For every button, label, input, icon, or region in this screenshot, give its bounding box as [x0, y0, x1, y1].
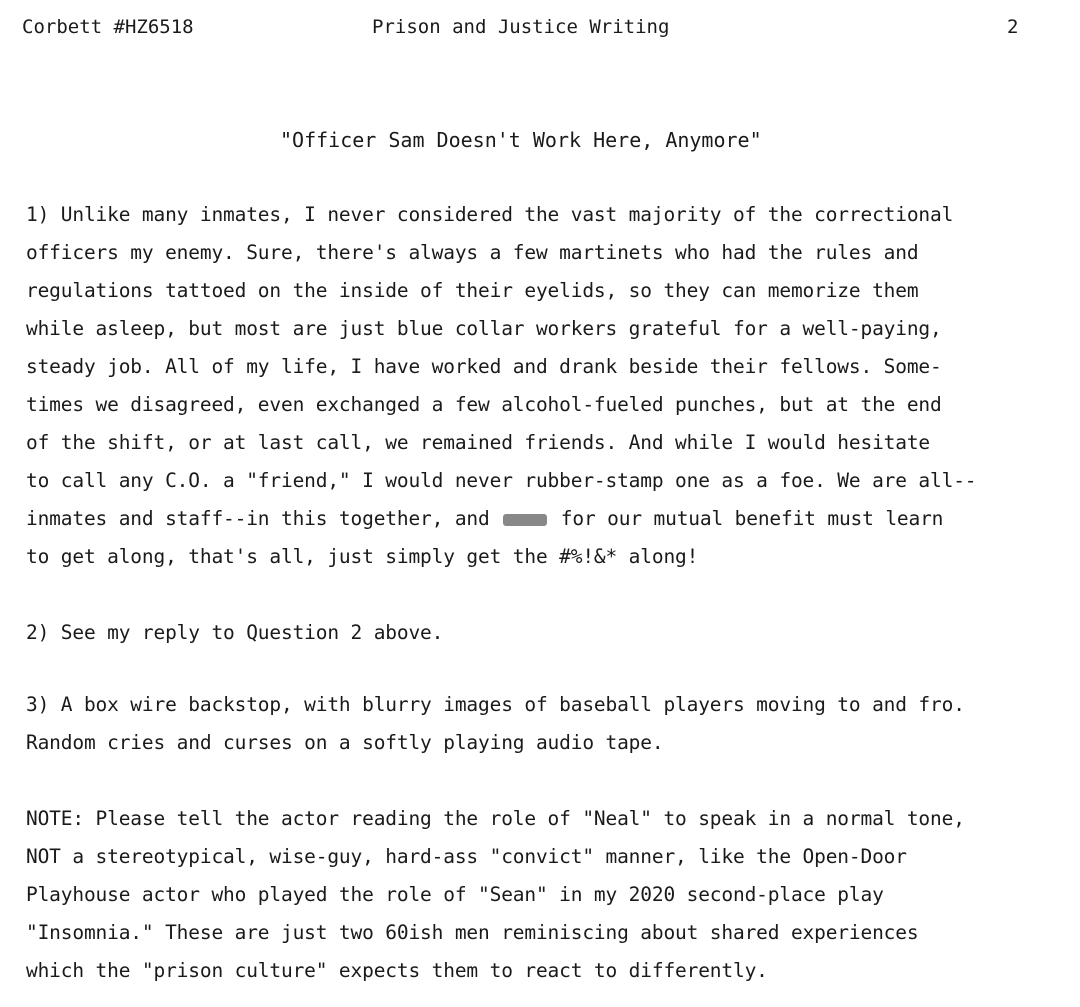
text-line: 3) A box wire backstop, with blurry images of baseball players moving to and fro.	[26, 693, 965, 716]
piece-title: "Officer Sam Doesn't Work Here, Anymore"	[280, 128, 762, 152]
text-line: while asleep, but most are just blue collar workers grateful for a well-paying,	[26, 317, 942, 340]
text-line: 2) See my reply to Question 2 above.	[26, 621, 444, 644]
text-line: 1) Unlike many inmates, I never considered the vast majority of the correctional	[26, 203, 954, 226]
text-line: which the "prison culture" expects them to react to differently.	[26, 959, 768, 982]
text-segment: for our mutual benefit must learn	[549, 507, 944, 530]
text-line: times we disagreed, even exchanged a few alcohol-fueled punches, but at the end	[26, 393, 942, 416]
text-line: "Insomnia." These are just two 60ish men reminiscing about shared experiences	[26, 921, 919, 944]
page-number: 2	[1007, 16, 1019, 38]
text-line: Playhouse actor who played the role of "Sean" in my 2020 second-place play	[26, 883, 884, 906]
text-line: steady job. All of my life, I have worked and drank beside their fellows. Some-	[26, 355, 942, 378]
text-line-with-redaction	[26, 500, 1066, 538]
paragraph-3	[26, 686, 1066, 762]
text-line: to call any C.O. a "friend," I would never rubber-stamp one as a foe. We are all--	[26, 469, 977, 492]
text-line: NOT a stereotypical, wise-guy, hard-ass "convict" manner, like the Open-Door	[26, 845, 907, 868]
paragraph-2	[26, 614, 1066, 652]
text-line: NOTE: Please tell the actor reading the role of "Neal" to speak in a normal tone,	[26, 807, 965, 830]
text-line: regulations tattoed on the inside of their eyelids, so they can memorize them	[26, 279, 919, 302]
header-collection-title: Prison and Justice Writing	[372, 16, 670, 38]
text-line: of the shift, or at last call, we remained friends. And while I would hesitate	[26, 431, 931, 454]
redaction-mark	[503, 514, 547, 526]
note-paragraph	[26, 800, 1066, 990]
paragraph-1	[26, 196, 1066, 576]
text-line: Random cries and curses on a softly playing audio tape.	[26, 731, 664, 754]
text-line: officers my enemy. Sure, there's always a few martinets who had the rules and	[26, 241, 919, 264]
text-line: to get along, that's all, just simply get the #%!&* along!	[26, 545, 699, 568]
text-segment: inmates and staff--in this together, and	[26, 507, 502, 530]
header-author-id: Corbett #HZ6518	[22, 16, 194, 38]
